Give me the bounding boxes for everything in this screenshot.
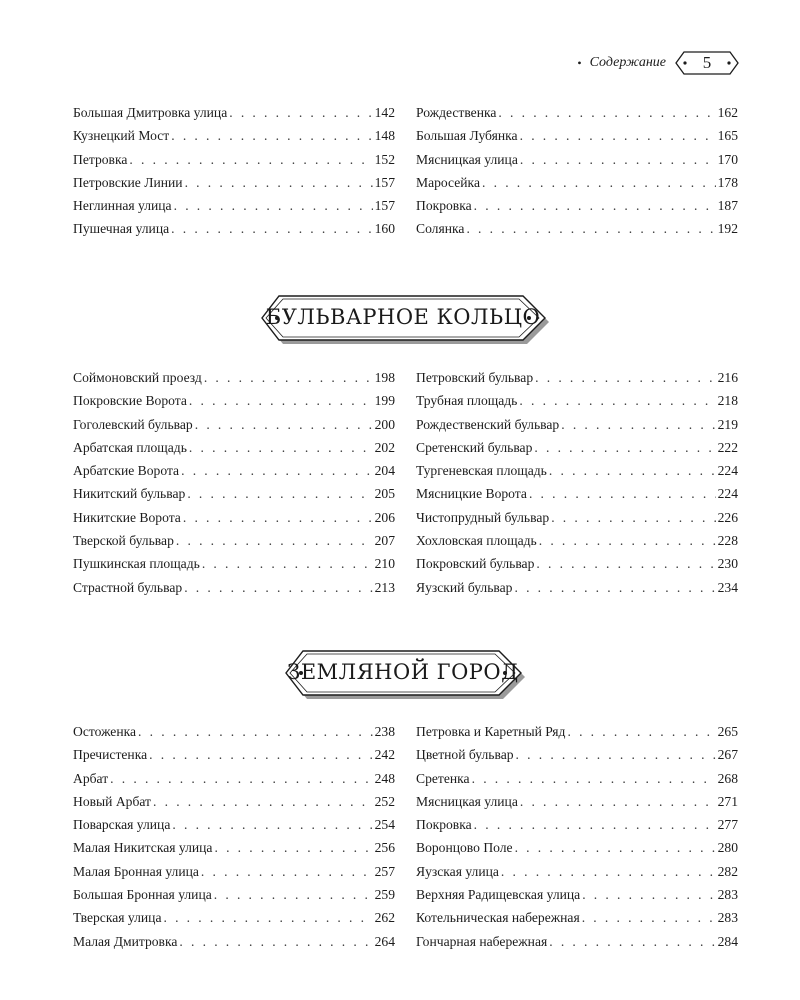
toc-entry-title: Гончарная набережная <box>416 933 548 949</box>
toc-entry-page: 242 <box>374 747 395 763</box>
toc-entry-page: 284 <box>717 933 738 949</box>
toc-entry-page: 230 <box>717 556 738 572</box>
toc-entry[interactable] <box>73 529 395 552</box>
toc-entry-title: Соймоновский проезд <box>73 370 202 385</box>
dot-leader <box>535 366 715 389</box>
dot-leader <box>214 883 373 906</box>
dot-leader <box>466 217 715 240</box>
toc-entry-page: 207 <box>374 533 395 549</box>
toc-entry-title: Петровка <box>73 151 128 167</box>
dot-leader <box>171 217 372 240</box>
dot-leader <box>551 506 715 529</box>
toc-entry[interactable] <box>416 194 738 217</box>
dot-leader <box>229 101 372 124</box>
dot-leader <box>482 171 716 194</box>
toc-entry-title: Пушкинская площадь <box>73 556 200 572</box>
dot-leader <box>520 124 716 147</box>
dot-leader <box>472 767 716 790</box>
toc-section-boulevard <box>73 366 738 599</box>
toc-entry-page: 187 <box>717 198 738 214</box>
toc-entry-title: Малая Дмитровка <box>73 933 178 949</box>
toc-entry-title: Воронцово Поле <box>416 840 513 856</box>
toc-entry[interactable] <box>73 459 395 482</box>
dot-leader <box>501 860 716 883</box>
toc-entry[interactable] <box>416 720 738 743</box>
dot-leader <box>179 930 372 953</box>
dot-leader <box>195 413 373 436</box>
toc-entry-title: Гоголевский бульвар <box>73 416 193 432</box>
dot-leader <box>534 436 715 459</box>
dot-leader <box>474 194 716 217</box>
toc-section-top <box>73 101 738 241</box>
dot-leader <box>474 813 716 836</box>
dot-leader <box>176 529 373 552</box>
toc-entry-title: Маросейка <box>416 174 480 190</box>
toc-entry[interactable] <box>73 148 395 171</box>
header-section-title: Содержание <box>589 55 666 70</box>
toc-entry[interactable] <box>416 506 738 529</box>
toc-column-right <box>416 366 738 599</box>
toc-entry[interactable] <box>416 576 738 599</box>
toc-entry[interactable] <box>73 217 395 240</box>
section-heading-zemlyanoy <box>285 649 527 701</box>
dot-leader <box>189 389 373 412</box>
toc-column-left <box>73 720 395 953</box>
toc-entry[interactable] <box>416 148 738 171</box>
toc-section-zemlyanoy <box>73 720 738 953</box>
toc-entry-title: Неглинная улица <box>73 198 172 214</box>
toc-entry[interactable] <box>73 576 395 599</box>
dot-leader <box>183 506 373 529</box>
dot-leader <box>214 836 372 859</box>
dot-leader <box>520 790 716 813</box>
dot-leader <box>163 906 372 929</box>
toc-entry-title: Большая Дмитровка улица <box>73 105 228 120</box>
toc-entry-page: 282 <box>717 863 738 879</box>
toc-entry[interactable] <box>416 930 738 953</box>
toc-column-right <box>416 101 738 241</box>
toc-entry-page: 259 <box>374 887 395 903</box>
toc-entry-title: Поварская улица <box>73 817 171 833</box>
dot-leader <box>516 743 716 766</box>
dot-leader <box>189 436 373 459</box>
toc-entry-page: 219 <box>717 416 738 432</box>
toc-entry-title: Верхняя Радищевская улица <box>416 887 581 903</box>
toc-entry-title: Рождественка <box>416 105 497 120</box>
toc-entry[interactable] <box>416 217 738 240</box>
toc-entry[interactable] <box>416 790 738 813</box>
toc-entry-page: 267 <box>717 747 738 763</box>
toc-entry-title: Новый Арбат <box>73 793 151 809</box>
toc-entry-title: Покровские Ворота <box>73 393 187 409</box>
header-bullet: • <box>577 55 582 70</box>
toc-entry-page: 170 <box>717 151 738 167</box>
toc-column-left <box>73 101 395 241</box>
dot-leader <box>172 813 372 836</box>
toc-entry[interactable] <box>416 813 738 836</box>
toc-entry-page: 277 <box>717 817 738 833</box>
dot-leader <box>582 883 715 906</box>
toc-entry-title: Пушечная улица <box>73 221 170 237</box>
toc-entry[interactable] <box>416 171 738 194</box>
toc-entry-title: Петровка и Каретный Ряд <box>416 724 566 739</box>
toc-entry-page: 178 <box>717 174 738 190</box>
dot-leader <box>549 930 715 953</box>
section-heading-text: БУЛЬВАРНОЕ КОЛЬЦО <box>265 305 541 329</box>
page-number-badge <box>674 50 740 76</box>
toc-entry[interactable] <box>416 389 738 412</box>
toc-entry-page: 205 <box>374 486 395 502</box>
toc-entry-page: 226 <box>717 509 738 525</box>
dot-leader <box>138 720 373 743</box>
toc-entry-title: Кузнецкий Мост <box>73 128 170 144</box>
toc-entry-page: 264 <box>374 933 395 949</box>
dot-leader <box>187 482 372 505</box>
toc-entry-title: Цветной бульвар <box>416 747 514 763</box>
toc-entry-page: 160 <box>374 221 395 237</box>
toc-entry-page: 283 <box>717 887 738 903</box>
toc-entry-page: 142 <box>374 105 395 120</box>
toc-entry[interactable] <box>73 860 395 883</box>
dot-leader <box>529 482 716 505</box>
toc-entry[interactable] <box>73 767 395 790</box>
toc-entry-title: Хохловская площадь <box>416 533 537 549</box>
toc-entry-page: 204 <box>374 463 395 479</box>
toc-entry-title: Покровка <box>416 198 472 214</box>
toc-entry-page: 218 <box>717 393 738 409</box>
toc-entry-page: 248 <box>374 770 395 786</box>
toc-entry-page: 280 <box>717 840 738 856</box>
toc-entry[interactable] <box>73 720 395 743</box>
toc-entry[interactable] <box>73 436 395 459</box>
toc-entry-title: Петровский бульвар <box>416 370 534 385</box>
toc-entry[interactable] <box>73 482 395 505</box>
toc-entry-title: Арбатские Ворота <box>73 463 180 479</box>
dot-leader <box>514 576 715 599</box>
toc-entry[interactable] <box>73 836 395 859</box>
toc-entry-title: Малая Никитская улица <box>73 840 213 856</box>
toc-entry[interactable] <box>416 883 738 906</box>
page-number: 5 <box>702 53 712 72</box>
dot-leader <box>519 389 715 412</box>
dot-leader <box>184 576 372 599</box>
toc-entry[interactable] <box>416 767 738 790</box>
toc-entry-page: 199 <box>374 393 395 409</box>
toc-entry[interactable] <box>73 194 395 217</box>
toc-entry-page: 200 <box>374 416 395 432</box>
dot-leader <box>202 552 373 575</box>
toc-entry-title: Страстной бульвар <box>73 579 183 595</box>
toc-entry[interactable] <box>73 171 395 194</box>
toc-entry-title: Большая Бронная улица <box>73 887 212 903</box>
toc-entry[interactable] <box>416 482 738 505</box>
toc-entry-page: 262 <box>374 910 395 926</box>
dot-leader <box>110 767 372 790</box>
toc-entry[interactable] <box>73 366 395 389</box>
toc-entry-title: Яузский бульвар <box>416 579 513 595</box>
toc-entry-title: Мясницкие Ворота <box>416 486 527 502</box>
toc-entry-page: 198 <box>374 370 395 385</box>
toc-column-right <box>416 720 738 953</box>
toc-entry-page: 192 <box>717 221 738 237</box>
dot-leader <box>515 836 716 859</box>
toc-entry-title: Сретенка <box>416 770 470 786</box>
toc-entry[interactable] <box>416 413 738 436</box>
toc-entry-title: Малая Бронная улица <box>73 863 199 879</box>
toc-entry-page: 165 <box>717 128 738 144</box>
toc-entry-page: 216 <box>717 370 738 385</box>
toc-entry[interactable] <box>416 743 738 766</box>
toc-entry[interactable] <box>416 366 738 389</box>
toc-entry-title: Петровские Линии <box>73 174 183 190</box>
dot-leader <box>549 459 716 482</box>
toc-entry[interactable] <box>73 790 395 813</box>
toc-entry[interactable] <box>73 743 395 766</box>
toc-entry-page: 210 <box>374 556 395 572</box>
dot-leader <box>539 529 716 552</box>
toc-entry-page: 252 <box>374 793 395 809</box>
toc-entry-title: Мясницкая улица <box>416 793 518 809</box>
toc-column-left <box>73 366 395 599</box>
toc-entry[interactable] <box>73 883 395 906</box>
toc-entry-title: Сретенский бульвар <box>416 439 533 455</box>
toc-entry[interactable] <box>416 436 738 459</box>
toc-entry-title: Рождественский бульвар <box>416 416 560 432</box>
dot-leader <box>171 124 372 147</box>
toc-entry-page: 238 <box>374 724 395 739</box>
toc-entry-title: Трубная площадь <box>416 393 518 409</box>
dot-leader <box>536 552 715 575</box>
toc-entry-page: 206 <box>374 509 395 525</box>
toc-entry-title: Остоженка <box>73 724 137 739</box>
toc-entry-page: 257 <box>374 863 395 879</box>
toc-entry-page: 202 <box>374 439 395 455</box>
toc-entry-title: Пречистенка <box>73 747 148 763</box>
toc-entry-page: 224 <box>717 486 738 502</box>
section-heading-boulevard <box>261 294 551 346</box>
toc-entry[interactable] <box>416 124 738 147</box>
toc-entry-page: 283 <box>717 910 738 926</box>
dot-leader <box>567 720 715 743</box>
toc-entry-title: Котельническая набережная <box>416 910 580 926</box>
toc-entry-page: 271 <box>717 793 738 809</box>
dot-leader <box>201 860 373 883</box>
dot-leader <box>153 790 373 813</box>
dot-leader <box>185 171 373 194</box>
toc-entry[interactable] <box>73 930 395 953</box>
toc-entry[interactable] <box>416 836 738 859</box>
toc-entry[interactable] <box>416 459 738 482</box>
toc-entry[interactable] <box>416 860 738 883</box>
toc-entry[interactable] <box>73 389 395 412</box>
toc-entry-title: Большая Лубянка <box>416 128 518 144</box>
toc-entry-title: Тверская улица <box>73 910 162 926</box>
toc-entry-page: 157 <box>374 198 395 214</box>
toc-entry-page: 265 <box>717 724 738 739</box>
toc-entry[interactable] <box>416 529 738 552</box>
dot-leader <box>149 743 372 766</box>
toc-entry-page: 256 <box>374 840 395 856</box>
toc-entry-title: Мясницкая улица <box>416 151 518 167</box>
dot-leader <box>181 459 373 482</box>
running-header <box>577 50 740 76</box>
toc-entry-page: 162 <box>717 105 738 120</box>
dot-leader <box>174 194 373 217</box>
toc-entry-title: Арбат <box>73 770 109 786</box>
toc-entry[interactable] <box>73 124 395 147</box>
dot-leader <box>498 101 715 124</box>
dot-leader <box>129 148 372 171</box>
toc-entry-page: 152 <box>374 151 395 167</box>
toc-entry[interactable] <box>416 552 738 575</box>
toc-entry-page: 234 <box>717 579 738 595</box>
toc-entry-page: 254 <box>374 817 395 833</box>
toc-entry-page: 157 <box>374 174 395 190</box>
toc-entry-title: Арбатская площадь <box>73 439 187 455</box>
toc-entry-title: Тверской бульвар <box>73 533 174 549</box>
toc-entry[interactable] <box>73 906 395 929</box>
toc-entry-page: 213 <box>374 579 395 595</box>
dot-leader <box>204 366 373 389</box>
toc-entry-title: Тургеневская площадь <box>416 463 547 479</box>
toc-entry-page: 222 <box>717 439 738 455</box>
toc-entry-page: 224 <box>717 463 738 479</box>
toc-entry-title: Солянка <box>416 221 465 237</box>
toc-entry[interactable] <box>416 101 738 124</box>
section-heading-text: ЗЕМЛЯНОЙ ГОРОД <box>287 660 519 684</box>
dot-leader <box>582 906 716 929</box>
toc-entry-title: Никитские Ворота <box>73 509 181 525</box>
toc-entry-title: Яузская улица <box>416 863 499 879</box>
toc-entry-page: 268 <box>717 770 738 786</box>
toc-entry-title: Никитский бульвар <box>73 486 186 502</box>
dot-leader <box>561 413 715 436</box>
toc-entry[interactable] <box>73 813 395 836</box>
toc-entry-title: Покровка <box>416 817 472 833</box>
toc-entry[interactable] <box>73 552 395 575</box>
toc-entry-page: 148 <box>374 128 395 144</box>
toc-entry-title: Чистопрудный бульвар <box>416 509 550 525</box>
toc-entry[interactable] <box>416 906 738 929</box>
toc-entry-page: 228 <box>717 533 738 549</box>
toc-entry-title: Покровский бульвар <box>416 556 535 572</box>
toc-entry[interactable] <box>73 101 395 124</box>
toc-entry[interactable] <box>73 506 395 529</box>
toc-entry[interactable] <box>73 413 395 436</box>
dot-leader <box>520 148 716 171</box>
